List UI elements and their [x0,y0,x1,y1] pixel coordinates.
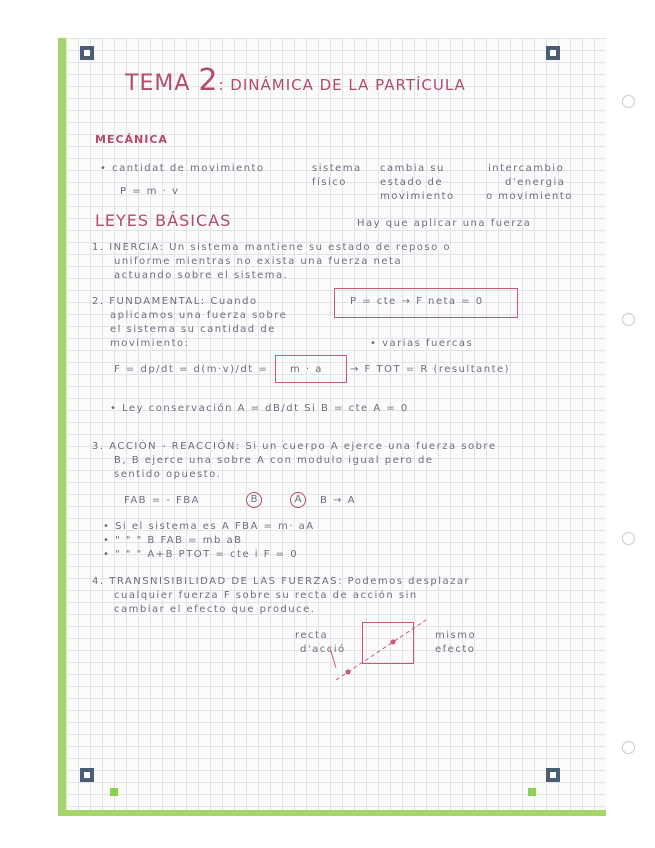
law-4-line-1: 4. TRANSNISIBILIDAD DE LAS FUERZAS: Podemos desplazar [92,576,471,587]
fab-equation: FAB = - FBA [124,495,201,506]
law-1-line-1: 1. INERCIA: Un sistema mantiene su estado de reposo o [92,242,452,253]
a-circle-label: A [290,492,306,508]
force-equation: F = dp/dt = d(m·v)/dt = [114,364,269,375]
momentum-formula: P = m · v [120,186,180,197]
efecto-label: efecto [435,644,476,655]
fisico-label: físico [312,177,347,188]
ley-conservacion: • Ley conservación A = dB/dt Si B = cte A = 0 [110,403,409,414]
estado-de-label: estado de [380,177,444,188]
si-case-3: • " " " A+B PTOT = cte i F = 0 [103,549,299,560]
resultant-text: → F TOT = R (resultante) [350,364,511,375]
daccio-label: d'acció [300,644,346,655]
law-2-line-2: aplicamos una fuerza sobre [110,310,288,321]
law-3-line-3: sentido opuesto. [114,469,222,480]
law-2-line-4: movimiento: [110,338,190,349]
energia-label: d'energia [505,177,566,188]
momentum-box-text: P = cte → F neta = 0 [350,296,484,307]
movimiento-label: movimiento [380,191,455,202]
law-2-line-3: el sistema su cantidad de [110,324,276,335]
cantidad-movimiento: • cantidat de movimiento [100,163,265,174]
si-case-2: • " " " B FAB = mb aB [103,535,243,546]
law-2-line-1: 2. FUNDAMENTAL: Cuando [92,296,258,307]
b-circle-label: B [246,492,262,508]
sistema-label: sistema [312,163,362,174]
law-4-line-3: cambiar el efecto que produce. [114,604,316,615]
law-1-line-2: uniforme mientras no exista una fuerza neta [114,256,403,267]
page-title: TEMA 2: DINÁMICA DE LA PARTÍCULA [125,63,466,98]
law-3-line-2: B, B ejerce una sobre A con modulo igual pero de [114,455,434,466]
si-case-1: • Si el sistema es A FBA = m· aA [103,521,315,532]
fuerza-note: Hay que aplicar una fuerza [357,218,532,229]
cambia-su-label: cambia su [380,163,445,174]
intercambio-label: intercambio [488,163,565,174]
mecanica-heading: MECÁNICA [95,133,168,146]
varias-fuerzas: • varias fuercas [370,338,474,349]
leyes-heading: LEYES BÁSICAS [95,211,232,230]
ma-text: m · a [290,364,323,375]
o-movimiento-label: o movimiento [486,191,573,202]
law-1-line-3: actuando sobre el sistema. [114,270,289,281]
b-arrow-a: B → A [320,495,356,506]
law-4-line-2: cualquier fuerza F sobre su recta de acción sin [114,590,418,601]
law-3-line-1: 3. ACCIÓN - REACCIÓN: Si un cuerpo A ejerce una fuerza sobre [92,441,497,452]
mismo-label: mismo [435,630,477,641]
recta-label: recta [295,630,329,641]
